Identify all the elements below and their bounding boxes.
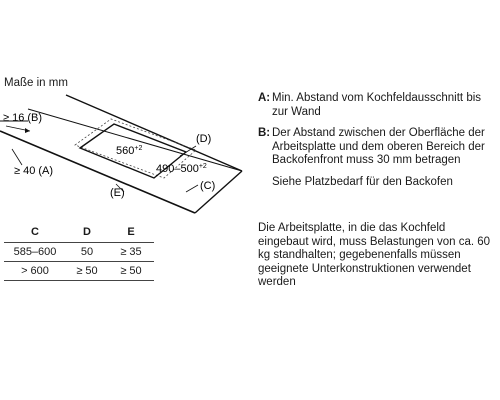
dim-label-C: (C) [200,180,216,192]
note-A [258,92,498,119]
table-row [4,243,154,262]
dimension-table [4,224,154,281]
note-key: B: [258,127,271,140]
table-cell: ≥ 50 [66,262,108,281]
dim-label-E: (E) [110,187,125,199]
table-cell: > 600 [4,262,66,281]
note-text: Der Abstand zwischen der Oberfläche der Arbeitsplatte und dem oberen Bereich der Backofenfront muss 30 mm betragen [272,127,485,167]
cutout-depth-label: $490-500^{+2}$ [156,163,207,175]
table-header-row [4,224,154,243]
dim-label-B: ≥ 16 (B) [3,112,43,124]
note-text: Min. Abstand vom Kochfeldausschnitt bis zur Wand [272,92,482,118]
dim-label-A: ≥ 40 (A) [14,165,54,177]
header-E: E [108,224,154,243]
table-cell: 50 [66,243,108,262]
notes-list [258,92,498,190]
table-cell: ≥ 50 [108,262,154,281]
worktop-load-paragraph: Die Arbeitsplatte, in die das Kochfeld eingebaut wird, muss Belastungen von ca. 60 kg standhalten; gegebenenfalls müssen geeignete Unterkonstruktionen verwendet werden [258,222,491,289]
header-D: D [66,224,108,243]
worktop-cutout-diagram [0,0,250,215]
dim-label-D: (D) [196,133,212,145]
header-C: C [4,224,66,243]
note-key: A: [258,92,271,104]
unit-label: Maße in mm [4,77,68,89]
table-cell: 585–600 [4,243,66,262]
table-row [4,262,154,281]
table-cell: ≥ 35 [108,243,154,262]
extra-note: Siehe Platzbedarf für den Backofen [272,175,453,188]
note-B [258,127,498,168]
wall-line [66,95,242,171]
cutout-width-label: $560^{+2}$ [116,145,143,157]
leader-C [186,185,198,192]
worktop-right-edge [195,171,242,213]
leader-A [12,149,22,165]
